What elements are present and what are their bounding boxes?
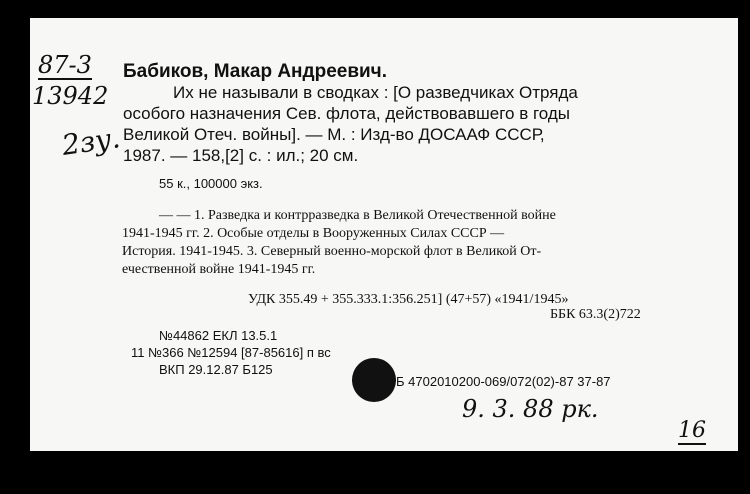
catalog-card xyxy=(30,18,738,451)
handwritten-stamp-date: 9. 3. 88 рк. xyxy=(462,395,599,423)
isbn-line: Б 4702010200-069/072(02)-87 37-87 xyxy=(396,374,611,389)
description-line-4: 1987. — 158,[2] с. : ил.; 20 см. xyxy=(123,146,359,165)
footer-line-2: 11 №366 №12594 [87-85616] п вс xyxy=(131,345,331,360)
description-line-3: Великой Отеч. войны]. — М. : Изд-во ДОСААФ СССР, xyxy=(123,125,545,144)
bbk-code: ББК 63.3(2)722 xyxy=(550,307,641,322)
handwritten-shelf-code: 87-3 xyxy=(38,51,92,79)
handwritten-page-mark: 16 xyxy=(678,418,706,443)
copies-line: 55 к., 100000 экз. xyxy=(159,176,263,191)
subjects-line-3: История. 1941-1945. 3. Северный военно-морской флот в Великой От- xyxy=(122,244,542,259)
author-heading: Бабиков, Макар Андреевич. xyxy=(123,61,387,82)
ink-blot xyxy=(352,358,396,402)
footer-line-1: №44862 ЕКЛ 13.5.1 xyxy=(159,328,278,343)
handwritten-note: 2зу. xyxy=(59,121,123,162)
subjects-line-2: 1941-1945 гг. 2. Особые отделы в Вооруженных Силах СССР — xyxy=(122,226,505,241)
subjects-line-1: — — 1. Разведка и контрразведка в Великой Отечественной войне xyxy=(159,208,556,223)
handwritten-inventory-number: 13942 xyxy=(32,82,109,110)
subjects-line-4: ечественной войне 1941-1945 гг. xyxy=(122,262,316,277)
udk-code: УДК 355.49 + 355.333.1:356.251] (47+57) «1941/1945» xyxy=(248,292,569,307)
description-line-1: Их не называли в сводках : [О разведчиках Отряда xyxy=(173,83,578,102)
scan-border xyxy=(0,451,750,494)
footer-line-3: ВКП 29.12.87 Б125 xyxy=(159,362,273,377)
description-line-2: особого назначения Сев. флота, действовавшего в годы xyxy=(123,104,571,123)
